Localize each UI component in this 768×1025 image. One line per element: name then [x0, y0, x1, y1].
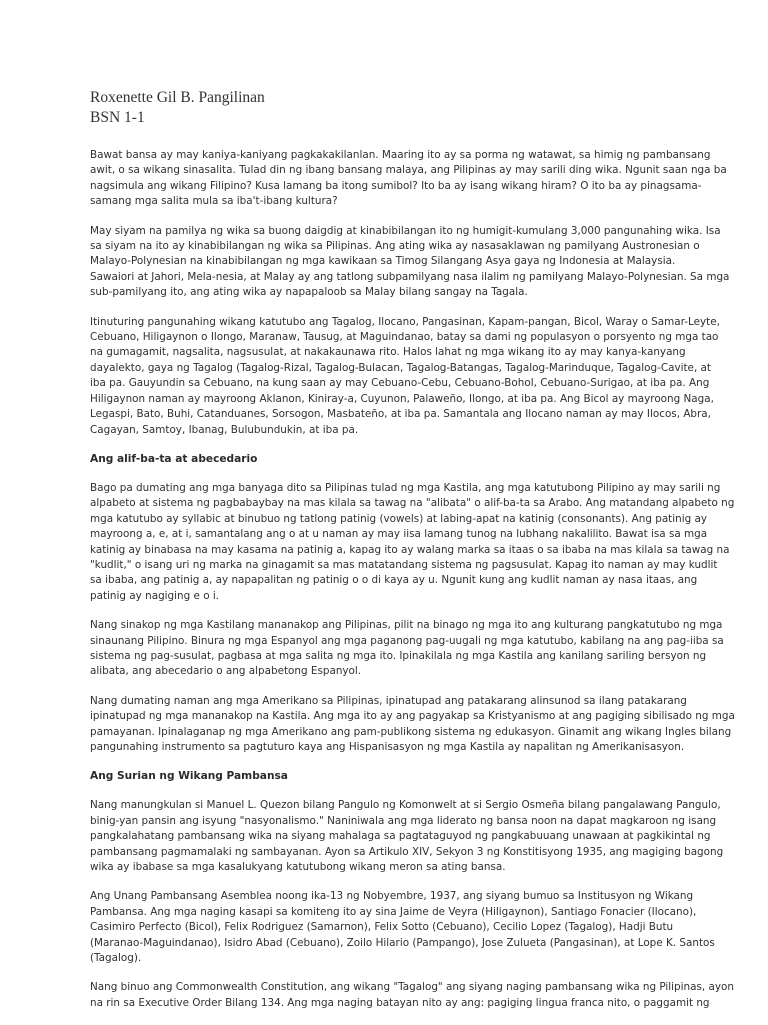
text-line: sistema ng pag-susulat, pagbasa at mga salita ng mga ito. Ipinakilala ng mga Kastila ang kanilang sariling bersyon ng [90, 649, 707, 662]
text-line: sub-pamilyang ito, ang ating wika ay napapaloob sa Malay bilang sangay na Tagala. [90, 286, 528, 299]
text-line: Cagayan, Samtoy, Ibanag, Bulubundukin, at iba pa. [90, 423, 359, 436]
text-line: Bawat bansa ay may kaniya-kaniyang pagkakakilanlan. Maaring ito ay sa porma ng watawat, sa himig ng pambansang [90, 149, 711, 161]
text-line: Hiligaynon naman ay mayroong Aklanon, Kiniray-a, Cuyunon, Palaweño, Ilongo, at iba pa. Ang Bicol ay mayroong Naga, [90, 392, 714, 405]
text-line: alpabeto at sistema ng pagbabaybay na mas kilala sa tawag na "alibata" o alif-ba-ta sa Arabo. Ang matandang alpabeto ng [90, 497, 735, 510]
course-section: BSN 1-1 [90, 109, 145, 126]
paragraph [90, 694, 735, 756]
paragraph [90, 798, 724, 875]
text-line: Bago pa dumating ang mga banyaga dito sa Pilipinas tulad ng mga Kastila, ang mga katutubong Pilipino ay may sarili ng [90, 481, 721, 494]
text-line: Ang Unang Pambansang Asemblea noong ika-13 ng Nobyembre, 1937, ang siyang bumuo sa Institusyon ng Wikang [90, 890, 694, 903]
text-line: alibata, ang abecedario o ang alpabetong Espanyol. [90, 665, 362, 678]
text-line: katinig ay binabasa na may kasama na patinig a, kapag ito ay walang marka sa itaas o sa ibaba na mas kilala sa tawag na [90, 543, 730, 556]
text-line: pangunahing instrumento sa pagtuturo kaya ang Hispanisasyon ng mga Kastila ay napalitan ng Amerikanisasyon. [90, 741, 685, 753]
section-heading: Ang alif-ba-ta at abecedario [90, 452, 258, 465]
text-line: nagsimula ang wikang Filipino? Kusa lamang ba itong sumibol? Ito ba ay isang wikang hiram? O ito ba ay pinagsama- [90, 179, 702, 192]
text-line: Itinuturing pangunahing wikang katutubo ang Tagalog, Ilocano, Pangasinan, Kapam-pangan, Bicol, Waray o Samar-Leyte, [90, 315, 720, 328]
text-line: Nang binuo ang Commonwealth Constitution, ang wikang "Tagalog" ang siyang naging pambansang wika ng Pilipinas, ayon [90, 981, 734, 994]
text-line: May siyam na pamilya ng wika sa buong daigdig at kinabibilangan ito ng humigit-kumulang 3,000 pangunahing wika. Isa [90, 224, 721, 237]
text-line: mga katutubo ay syllabic at binubuo ng tatlong patinig (vowels) at labing-apat na katinig (consonants). Ang patinig ay [90, 512, 708, 525]
text-line: Pambansa. Ang mga naging kasapi sa komiteng ito ay sina Jaime de Veyra (Hiligaynon), Santiago Fonacier (Ilocano), [90, 905, 697, 918]
text-line: iba pa. Gauyundin sa Cebuano, na kung saan ay may Cebuano-Cebu, Cebuano-Bohol, Cebuano-Surigao, at iba pa. Ang [90, 377, 710, 390]
paragraph [90, 315, 720, 438]
text-line: (Maranao-Maguindanao), Isidro Abad (Cebuano), Zoilo Hilario (Pampango), Jose Zulueta (Pangasinan), at Lope K. Santos [90, 936, 715, 949]
document-body [90, 148, 735, 1025]
author-name: Roxenette Gil B. Pangilinan [90, 89, 265, 106]
text-line: Legaspi, Bato, Buhi, Catanduanes, Sorsogon, Masbateño, at iba pa. Samantala ang Ilocano naman ay may Ilocos, Abra, [90, 408, 711, 421]
text-line: Casimiro Perfecto (Bicol), Felix Rodriguez (Samarnon), Felix Sotto (Cebuano), Cecilio Lopez (Tagalog), Hadji Butu [90, 921, 674, 934]
text-line: sa ibaba, ang patinig a, ay napapalitan ng patinig o o di kaya ay u. Ngunit kung ang kudlit naman ay nasa itaas, ang [90, 574, 698, 587]
text-line: Malayo-Polynesian na kinabibilangan ng mga kawikaan sa Timog Silangang Asya gaya ng Indonesia at Malaysia. [90, 255, 676, 268]
text-line: dayalekto, gaya ng Tagalog (Tagalog-Rizal, Tagalog-Bulacan, Tagalog-Batangas, Tagalog-Marinduque, Tagalog-Cavite, at [90, 361, 711, 374]
text-line: pangkalahatang pambansang wika na siyang mahalaga sa pagtataguyod ng pangkabuuang unawaan at pagkikintal ng [90, 830, 711, 843]
text-line: na gumagamit, nagsalita, nagsusulat, at nakakaunawa rito. Halos lahat ng mga wikang ito ay may kanya-kanyang [90, 346, 686, 359]
text-line: (Tagalog). [90, 952, 142, 965]
text-line: mayroong a, e, at i, samantalang ang o at u naman ay may iisa lamang tunog na lubhang nakalilito. Bawat isa sa mga [90, 528, 708, 541]
paragraph [90, 618, 724, 680]
text-line: Sawaiori at Jahori, Mela-nesia, at Malay ay ang tatlong subpamilyang nasa ilalim ng pamilyang Malayo-Polynesian. Sa mga [90, 270, 730, 283]
text-line: sa siyam na ito ay kinabibilangan ng wika sa Pilipinas. Ang ating wika ay nasasaklawan ng pamilyang Austronesian o [90, 240, 700, 253]
paragraph [90, 481, 735, 604]
paragraph [90, 148, 727, 210]
text-line: wika ay ibabase sa mga kasalukyang katutubong wikang meron sa ating bansa. [90, 861, 506, 874]
section-heading: Ang Surian ng Wikang Pambansa [90, 770, 288, 783]
text-line: samang mga salita mula sa iba't-ibang kultura? [90, 195, 338, 208]
text-line: Nang sinakop ng mga Kastilang mananakop ang Pilipinas, pilit na binago ng mga ito ang kulturang pangkatutubo ng mga [90, 619, 723, 632]
text-line: ipinatupad ng mga mananakop na Kastila. Ang mga ito ay ang pagyakap sa Kristyanismo at ang pagiging sibilisado ng mga [90, 710, 735, 723]
text-line: Cebuano, Hiligaynon o Ilongo, Maranaw, Tausug, at Maguindanao, batay sa dami ng populasyon o porsyento ng mga tao [90, 331, 719, 344]
paragraph [90, 889, 715, 966]
text-line: "kudlit," o isang uri ng marka na ginagamit sa mas matatandang sistema ng pagsusulat. Kapag ito naman ay may kudlit [90, 558, 718, 571]
text-line: awit, o sa wikang sinasalita. Tulad din ng ibang bansang malaya, ang Pilipinas ay may sarili ding wika. Ngunit saan nga ba [90, 164, 727, 177]
text-line: Nang dumating naman ang mga Amerikano sa Pilipinas, ipinatupad ang patakarang alinsunod sa ilang patakarang [90, 694, 687, 707]
text-line: na rin sa Executive Order Bilang 134. Ang mga naging batayan nito ay ang: pagiging lingua franca nito, o paggamit ng [90, 996, 710, 1009]
text-line: pambansang pagmamalaki ng sambayanan. Ayon sa Artikulo XIV, Sekyon 3 ng Konstitisyong 1935, ang magiging bagong [90, 845, 724, 858]
text-line: patinig ay nagiging e o i. [90, 589, 220, 602]
paragraph [90, 980, 734, 1011]
text-line: binig-yan pansin ang isyung "nasyonalismo." Naniniwala ang mga liderato ng bansa noon na dapat magkaroon ng isang [90, 814, 717, 827]
text-line: pamayanan. Ipinalaganap ng mga Amerikano ang pam-publikong sistema ng edukasyon. Ginamit ang wikang Ingles bilang [90, 725, 732, 738]
text-line: Nang manungkulan si Manuel L. Quezon bilang Pangulo ng Komonwelt at si Sergio Osmeña bilang pangalawang Pangulo, [90, 799, 721, 812]
text-line: sinaunang Pilipino. Binura ng mga Espanyol ang mga paganong pag-uugali ng mga katutubo, kabilang na ang pag-iiba sa [90, 634, 724, 647]
paragraph [90, 224, 730, 301]
document-header [90, 88, 265, 128]
